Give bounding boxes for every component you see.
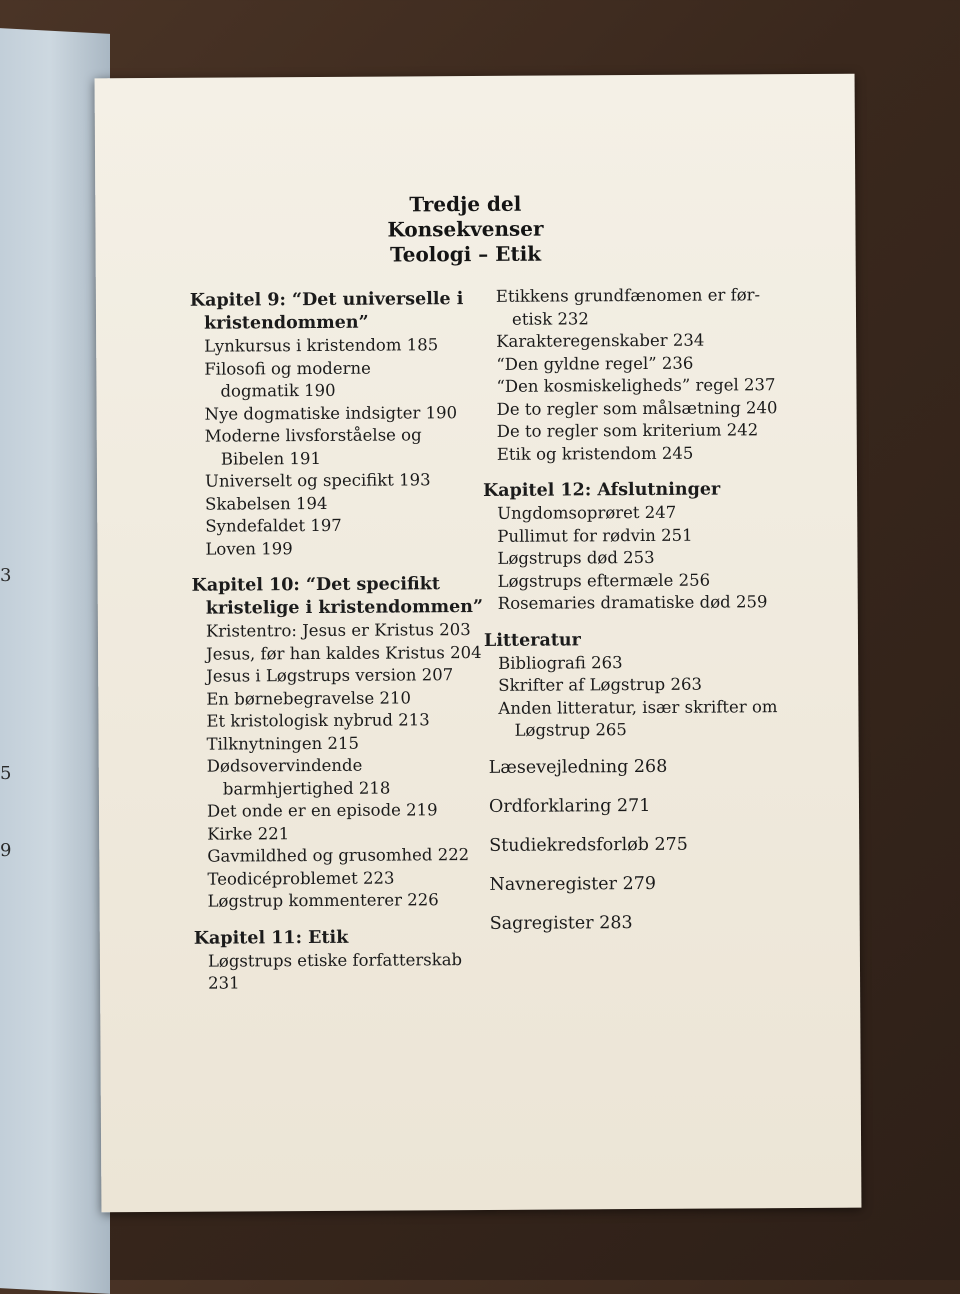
toc-entry: Bibliografi 263 xyxy=(498,652,623,673)
toc-entry: Løgstrups etiske forfatterskab 231 xyxy=(207,949,463,993)
chapter-10-title-line2: kristelige i kristendommen” xyxy=(205,596,484,619)
toc-entry: Rosemaries dramatiske død 259 xyxy=(497,592,768,613)
chapter-12-title: Kapitel 12: Afslutninger xyxy=(483,479,721,501)
toc-entry-line: Dødsovervindende xyxy=(206,755,363,776)
toc-entry: “Den gyldne regel” 236 xyxy=(496,353,694,374)
back-matter-entry: Læsevejledning 268 xyxy=(488,756,668,778)
chapter-9-title xyxy=(190,288,490,336)
toc-entry-line: Bibelen 191 xyxy=(220,448,322,469)
chapter-11-title: Kapitel 11: Etik xyxy=(193,927,349,949)
back-matter-entry: Sagregister 283 xyxy=(489,912,633,934)
toc-entry: Løgstrup kommenterer 226 xyxy=(207,890,439,911)
toc-entry-line: Filosofi og moderne xyxy=(204,358,371,379)
toc-entry: Gavmildhed og grusomhed 222 xyxy=(207,845,470,866)
toc-entry: Universelt og specifikt 193 xyxy=(204,470,431,491)
toc-entry-line: Moderne livsforståelse og xyxy=(204,425,422,446)
toc-entry: Loven 199 xyxy=(205,538,293,559)
toc-entry: Lynkursus i kristendom 185 xyxy=(204,335,439,356)
toc-entry: Syndefaldet 197 xyxy=(205,515,342,536)
toc-entry-line: Anden litteratur, især skrifter om xyxy=(498,696,778,718)
toc-entry xyxy=(193,754,493,801)
toc-entry xyxy=(482,284,782,331)
part-heading xyxy=(95,190,835,270)
literature-title: Litteratur xyxy=(483,629,581,651)
toc-entry: Et kristologisk nybrud 213 xyxy=(206,710,430,731)
toc-entry: Kirke 221 xyxy=(207,823,290,844)
toc-entry: Jesus i Løgstrups version 207 xyxy=(206,665,454,686)
toc-entry: Teodicéproblemet 223 xyxy=(207,868,395,889)
toc-entry: Ungdomsoprøret 247 xyxy=(497,502,677,523)
toc-entry-line: barmhjertighed 218 xyxy=(222,778,391,799)
chapter-10-title-line1: Kapitel 10: “Det specifikt xyxy=(191,574,441,596)
toc-entry xyxy=(191,424,491,471)
facing-page-margin-marks: 3 5 9 xyxy=(0,565,12,861)
part-title: Tredje del xyxy=(409,191,522,217)
toc-entry: Karakteregenskaber 234 xyxy=(496,330,705,351)
toc-entry: Skrifter af Løgstrup 263 xyxy=(498,674,702,695)
toc-entry: Kristentro: Jesus er Kristus 203 xyxy=(205,620,471,641)
toc-entry: Jesus, før han kaldes Kristus 204 xyxy=(206,642,482,664)
toc-right-column xyxy=(482,284,786,943)
back-matter-entry: Ordforklaring 271 xyxy=(488,795,651,817)
toc-entry: Det onde er en episode 219 xyxy=(206,800,438,821)
toc-entry: Nye dogmatiske indsigter 190 xyxy=(204,402,458,424)
toc-entry xyxy=(190,356,490,403)
toc-entry: “Den kosmiskeligheds” regel 237 xyxy=(496,375,776,396)
part-subtitle: Konsekvenser xyxy=(387,216,544,242)
back-matter-entry: Navneregister 279 xyxy=(489,873,657,895)
chapter-10-title xyxy=(192,573,492,621)
chapter-9-title-line1: Kapitel 9: “Det universelle i xyxy=(189,289,464,311)
toc-entry xyxy=(484,696,784,743)
toc-entry: De to regler som målsætning 240 xyxy=(496,397,778,419)
toc-entry-line: Etikkens grundfænomen er før- xyxy=(495,285,761,306)
toc-entry-line: dogmatik 190 xyxy=(220,380,336,401)
toc-entry-line: Løgstrup 265 xyxy=(514,720,627,740)
toc-entry: Tilknytningen 215 xyxy=(206,733,360,754)
back-matter-entry: Studiekredsforløb 275 xyxy=(489,834,688,856)
toc-entry-line: etisk 232 xyxy=(511,308,589,329)
toc-entry: Pullimut for rødvin 251 xyxy=(497,525,693,546)
toc-entry: Skabelsen 194 xyxy=(205,493,328,514)
toc-entry: De to regler som kriterium 242 xyxy=(496,420,759,441)
toc-left-column xyxy=(190,288,494,995)
toc-entry: Løgstrups død 253 xyxy=(497,547,655,568)
toc-entry: Etik og kristendom 245 xyxy=(496,443,694,464)
book-page xyxy=(95,74,862,1213)
toc-entry: En børnebegravelse 210 xyxy=(206,687,412,709)
part-theme: Teologi – Etik xyxy=(390,241,542,267)
toc-entry: Løgstrups eftermæle 256 xyxy=(497,570,711,591)
chapter-9-title-line2: kristendommen” xyxy=(203,312,369,334)
